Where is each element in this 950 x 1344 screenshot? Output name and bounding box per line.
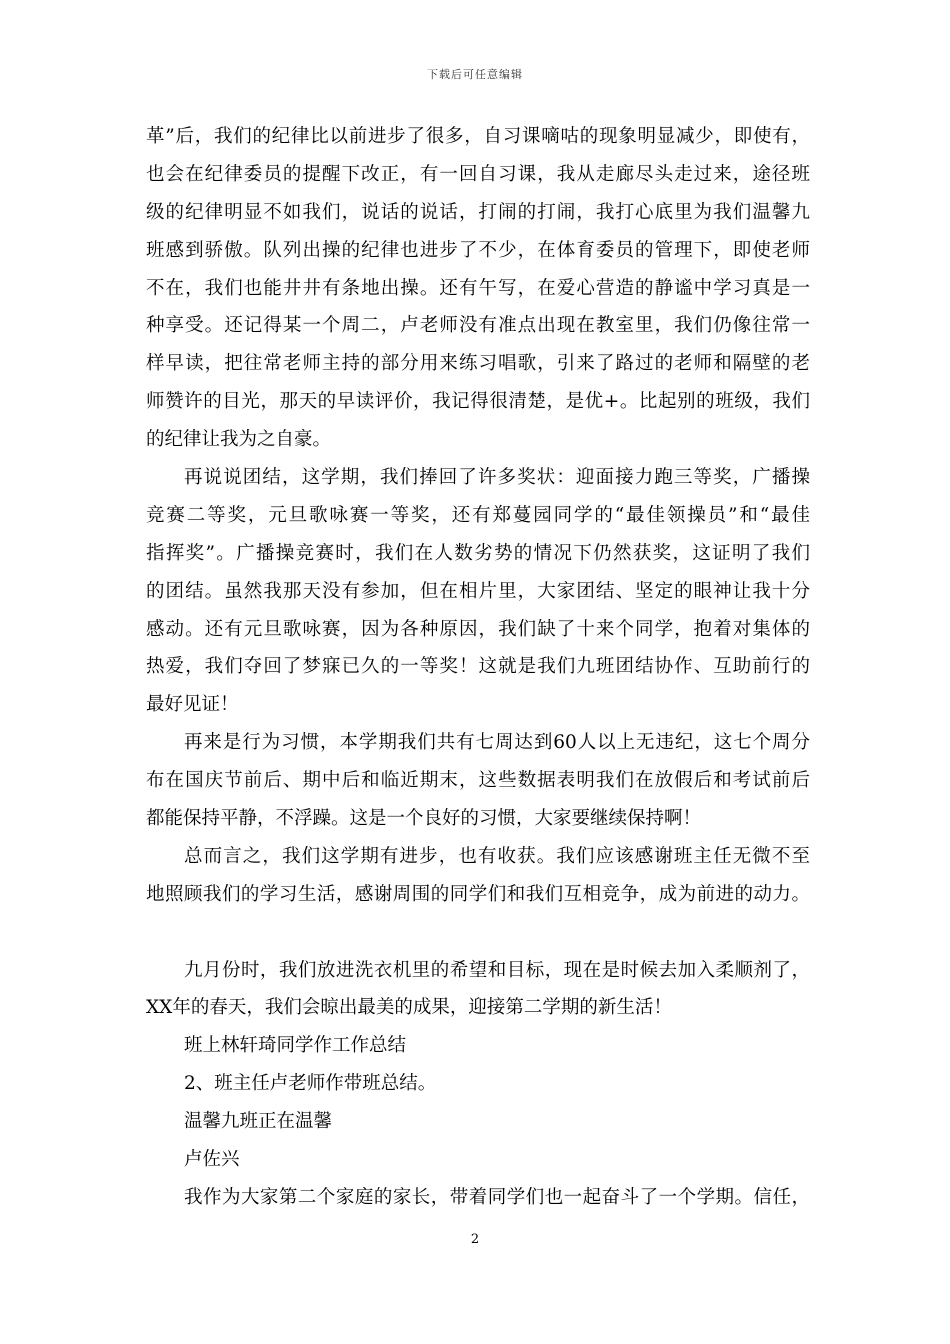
paragraph-line: 九月份时，我们放进洗衣机里的希望和目标，现在是时候去加入柔顺剂了， [184, 959, 810, 981]
paragraph-line: 级的纪律明显不如我们，说话的说话，打闹的打闹，我打心底里为我们温馨九 [146, 201, 810, 223]
paragraph-line: 总而言之，我们这学期有进步，也有收获。我们应该感谢班主任无微不至 [184, 845, 810, 867]
paragraph-line: 师赞许的目光，那天的早读评价，我记得很清楚，是优+。比起别的班级，我们 [146, 391, 810, 413]
paragraph-line: 地照顾我们的学习生活，感谢周围的同学们和我们互相竞争，成为前进的动力。 [146, 883, 810, 905]
paragraph-line: 种享受。还记得某一个周二，卢老师没有准点出现在教室里，我们仍像往常一 [146, 315, 810, 337]
paragraph-line: 班上林轩琦同学作工作总结 [184, 1035, 407, 1057]
paragraph-line: 的纪律让我为之自豪。 [146, 429, 332, 451]
document-body [146, 118, 810, 1217]
paragraph-line: 布在国庆节前后、期中后和临近期末，这些数据表明我们在放假后和考试前后 [146, 770, 810, 792]
paragraph-line: 班感到骄傲。队列出操的纪律也进步了不少，在体育委员的管理下，即使老师 [146, 239, 810, 261]
paragraph-line: 感动。还有元旦歌咏赛，因为各种原因，我们缺了十来个同学，抱着对集体的 [146, 618, 810, 640]
paragraph-line: 竞赛二等奖，元旦歌咏赛一等奖，还有郑蔓园同学的“最佳领操员”和“最佳 [146, 504, 810, 526]
paragraph-line: 指挥奖”。广播操竞赛时，我们在人数劣势的情况下仍然获奖，这证明了我们 [146, 542, 810, 564]
page-header: 下载后可任意编辑 [427, 68, 523, 81]
paragraph-line: 最好见证！ [146, 694, 239, 716]
blank-line [146, 914, 810, 952]
paragraph-line: 2、班主任卢老师作带班总结。 [184, 1073, 437, 1095]
paragraph-line: XX年的春天，我们会晾出最美的成果，迎接第二学期的新生活！ [146, 997, 672, 1019]
page-number: 2 [470, 1232, 480, 1247]
paragraph-line: 也会在纪律委员的提醒下改正，有一回自习课，我从走廊尽头走过来，途径班 [146, 163, 810, 185]
paragraph-line: 再说说团结，这学期，我们捧回了许多奖状：迎面接力跑三等奖，广播操 [184, 467, 810, 489]
paragraph-line: 的团结。虽然我那天没有参加，但在相片里，大家团结、坚定的眼神让我十分 [146, 580, 810, 602]
paragraph-line: 不在，我们也能井井有条地出操。还有午写，在爱心营造的静谧中学习真是一 [146, 277, 810, 299]
paragraph-line: 卢佐兴 [184, 1149, 240, 1171]
paragraph-line: 热爱，我们夺回了梦寐已久的一等奖！这就是我们九班团结协作、互助前行的 [146, 656, 810, 678]
paragraph-line: 样早读，把往常老师主持的部分用来练习唱歌，引来了路过的老师和隔壁的老 [146, 353, 810, 375]
paragraph-line: 温馨九班正在温馨 [184, 1111, 333, 1133]
paragraph-line: 我作为大家第二个家庭的家长，带着同学们也一起奋斗了一个学期。信任， [184, 1186, 810, 1208]
paragraph-line: 再来是行为习惯，本学期我们共有七周达到60人以上无违纪，这七个周分 [184, 732, 810, 754]
paragraph-line: 都能保持平静，不浮躁。这是一个良好的习惯，大家要继续保持啊！ [146, 808, 702, 830]
paragraph-line: 革”后，我们的纪律比以前进步了很多，自习课嘀咕的现象明显减少，即使有， [146, 126, 810, 147]
